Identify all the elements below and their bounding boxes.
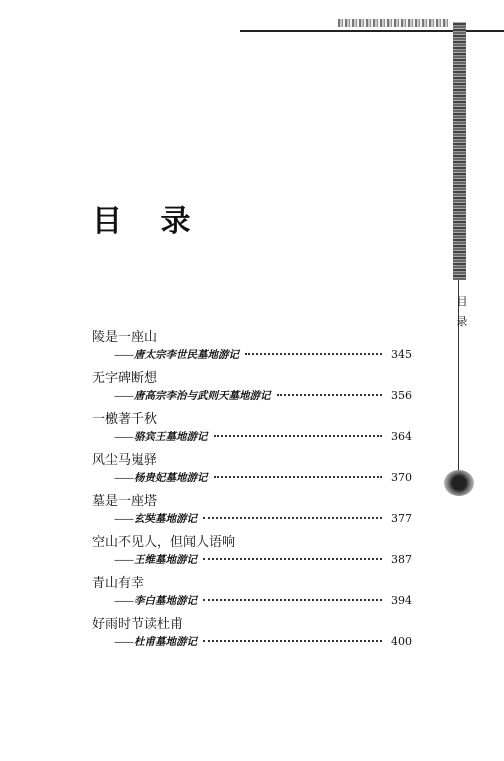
leader-dots — [203, 557, 382, 560]
side-label-char: 录 — [456, 315, 468, 328]
toc-entry[interactable] — [92, 330, 412, 371]
table-of-contents — [92, 330, 412, 658]
decorative-side-bar — [453, 22, 466, 280]
toc-entry-subtitle-row — [114, 592, 412, 610]
toc-entry-page: 377 — [391, 512, 412, 525]
toc-entry[interactable] — [92, 576, 412, 617]
dash: —— — [114, 472, 133, 484]
leader-dots — [245, 352, 382, 355]
toc-entry-page: 364 — [391, 430, 412, 443]
toc-entry-title: 风尘马嵬驿 — [92, 453, 158, 468]
page-title: 目 录 — [92, 204, 205, 239]
toc-entry-subtitle-row — [114, 633, 412, 651]
toc-entry-page: 345 — [391, 348, 412, 361]
side-section-label — [455, 292, 469, 332]
toc-entry-subtitle: 杜甫墓地游记 — [134, 636, 197, 648]
toc-entry[interactable] — [92, 494, 412, 535]
toc-entry-title: 一檄著千秋 — [92, 412, 158, 427]
toc-entry[interactable] — [92, 535, 412, 576]
toc-entry-subtitle-row — [114, 551, 412, 569]
toc-entry-subtitle: 李白墓地游记 — [134, 595, 197, 607]
dash: —— — [114, 349, 133, 361]
toc-entry-subtitle-row — [114, 387, 412, 405]
toc-entry-subtitle-row — [114, 428, 412, 446]
decorative-speckle — [338, 19, 448, 27]
toc-entry-subtitle: 唐太宗李世民墓地游记 — [134, 349, 239, 361]
decorative-ink-blob — [444, 470, 474, 496]
toc-entry[interactable] — [92, 371, 412, 412]
toc-entry-subtitle-row — [114, 469, 412, 487]
toc-entry-title: 青山有幸 — [92, 576, 145, 591]
side-label-char: 目 — [456, 295, 468, 308]
dash: —— — [114, 554, 133, 566]
toc-entry-subtitle: 唐高宗李治与武则天墓地游记 — [134, 390, 271, 402]
toc-entry-page: 387 — [391, 553, 412, 566]
toc-entry-title: 空山不见人，但闻人语响 — [92, 535, 236, 550]
toc-entry-subtitle-row — [114, 510, 412, 528]
toc-entry-page: 356 — [391, 389, 412, 402]
toc-entry[interactable] — [92, 412, 412, 453]
toc-entry[interactable] — [92, 617, 412, 658]
toc-entry-page: 370 — [391, 471, 412, 484]
toc-entry-page: 400 — [391, 635, 412, 648]
dash: —— — [114, 390, 133, 402]
toc-entry-title: 无字碑断想 — [92, 371, 158, 386]
toc-entry-title: 好雨时节读杜甫 — [92, 617, 184, 632]
toc-entry-page: 394 — [391, 594, 412, 607]
dash: —— — [114, 431, 133, 443]
dash: —— — [114, 595, 133, 607]
toc-entry-title: 陵是一座山 — [92, 330, 158, 345]
dash: —— — [114, 636, 133, 648]
leader-dots — [203, 516, 382, 519]
dash: —— — [114, 513, 133, 525]
toc-entry[interactable] — [92, 453, 412, 494]
toc-entry-subtitle-row — [114, 346, 412, 364]
toc-entry-subtitle: 骆宾王墓地游记 — [134, 431, 208, 443]
toc-entry-subtitle: 玄奘墓地游记 — [134, 513, 197, 525]
leader-dots — [214, 475, 383, 478]
toc-entry-title: 墓是一座塔 — [92, 494, 158, 509]
leader-dots — [214, 434, 383, 437]
toc-entry-subtitle: 王维墓地游记 — [134, 554, 197, 566]
leader-dots — [277, 393, 383, 396]
leader-dots — [203, 639, 382, 642]
leader-dots — [203, 598, 382, 601]
toc-entry-subtitle: 杨贵妃墓地游记 — [134, 472, 208, 484]
